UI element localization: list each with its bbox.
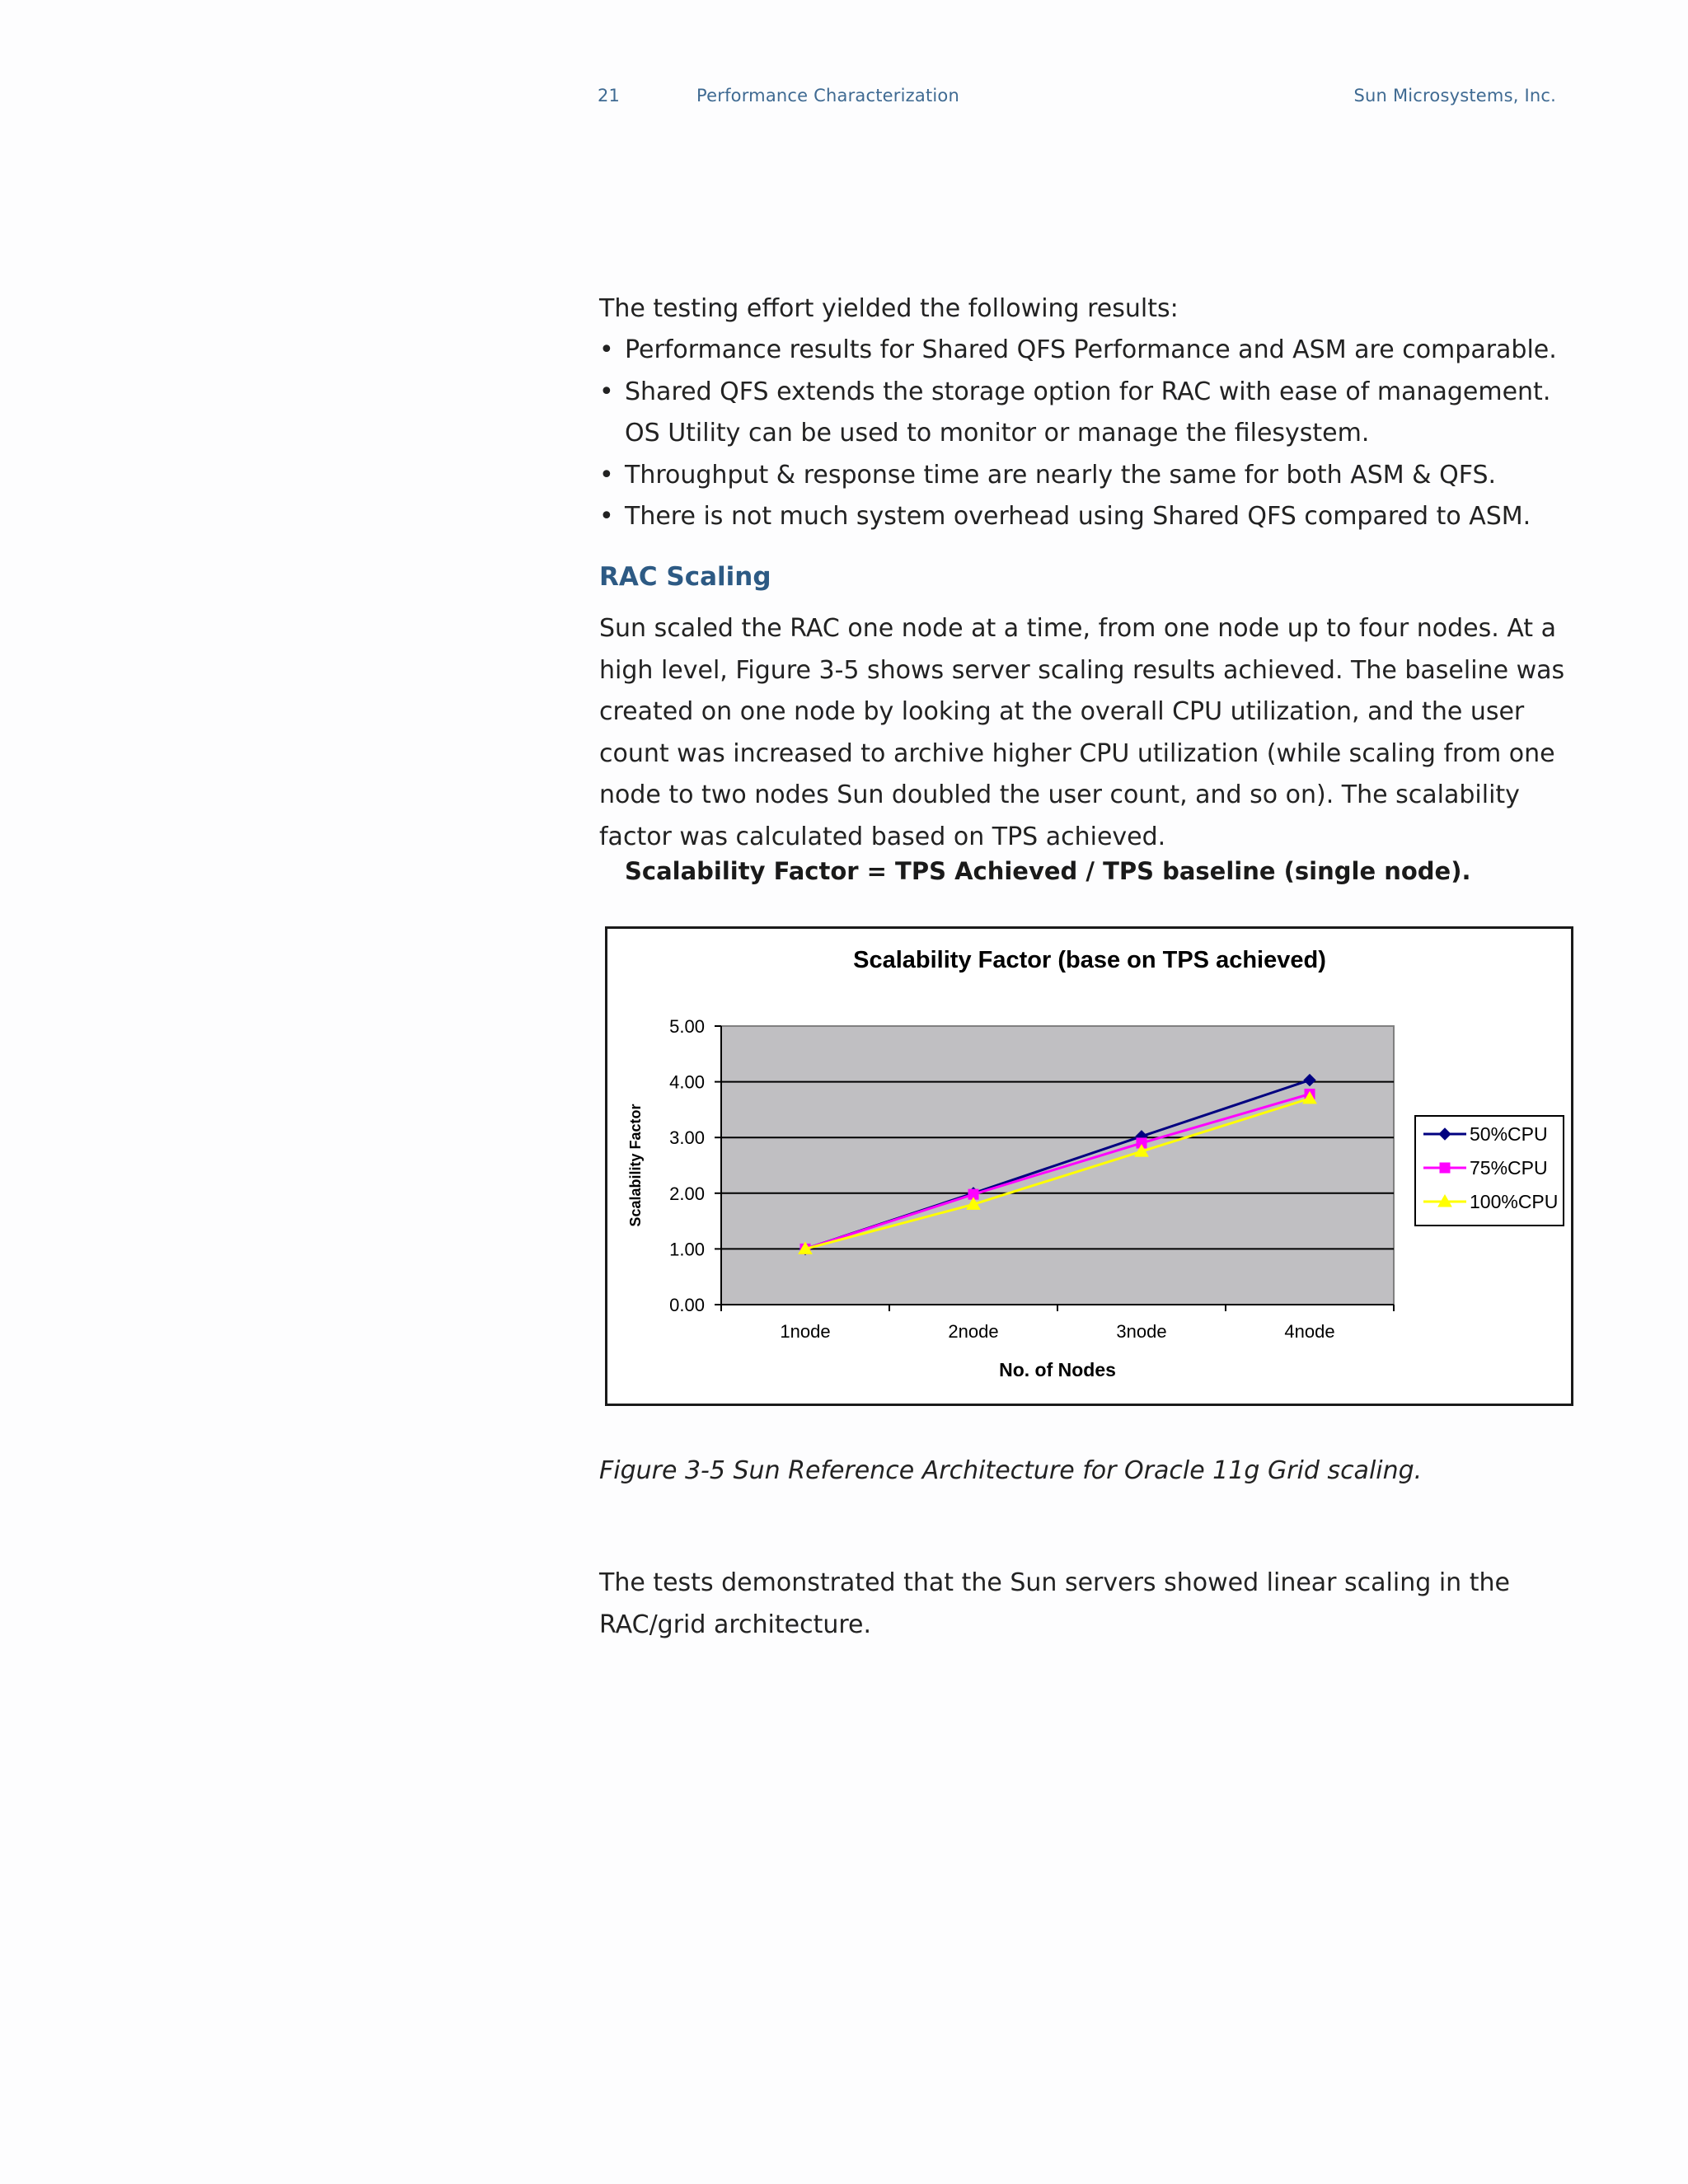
bullet-item: [599, 455, 1557, 497]
chart-canvas: [607, 929, 1571, 1404]
bullet-dot: •: [599, 460, 614, 490]
bullet-item: [599, 330, 1557, 372]
running-header-company: Sun Microsystems, Inc.: [1353, 86, 1556, 105]
bullet-text: Shared QFS extends the storage option for RAC with ease of management. OS Utility can be used to monitor or manage the filesystem.: [625, 377, 1551, 448]
x-tick-label: 2node: [948, 1321, 999, 1342]
legend-label: 75%CPU: [1470, 1157, 1548, 1179]
bullet-text: Throughput & response time are nearly the same for both ASM & QFS.: [625, 460, 1497, 490]
y-tick-label: 5.00: [669, 1016, 705, 1037]
figure-caption: Figure 3-5 Sun Reference Architecture for Oracle 11g Grid scaling.: [599, 1456, 1423, 1485]
bullet-dot: •: [599, 335, 614, 364]
x-tick-label: 4node: [1284, 1321, 1335, 1342]
scalability-chart: [605, 926, 1573, 1406]
legend-label: 100%CPU: [1470, 1191, 1559, 1212]
bullet-dot: •: [599, 377, 614, 406]
x-tick-label: 3node: [1116, 1321, 1167, 1342]
bullet-item: [599, 372, 1557, 455]
section-heading: RAC Scaling: [599, 562, 771, 592]
x-axis-title: No. of Nodes: [999, 1359, 1116, 1380]
y-tick-label: 1.00: [669, 1239, 705, 1260]
rac-scaling-paragraph: Sun scaled the RAC one node at a time, from one node up to four nodes. At a high level, Figure 3-5 shows server scaling results achieved. The baseline was created on one node by looking at the overall CPU utilization, and the user count was increased to archive higher CPU utilization (while scaling from one node to two nodes Sun doubled the user count, and so on). The scalability factor was calculated based on TPS achieved.: [599, 614, 1565, 851]
closing-paragraph: The tests demonstrated that the Sun servers showed linear scaling in the RAC/grid architecture.: [599, 1568, 1510, 1639]
bullet-item: [599, 496, 1557, 538]
bullet-text: Performance results for Shared QFS Performance and ASM are comparable.: [625, 335, 1557, 364]
legend-swatch-marker: [1440, 1163, 1450, 1173]
y-tick-label: 4.00: [669, 1071, 705, 1093]
running-header-section: Performance Characterization: [696, 86, 959, 105]
bullet-text: There is not much system overhead using Shared QFS compared to ASM.: [625, 502, 1531, 531]
intro-text: The testing effort yielded the following results:: [599, 294, 1179, 323]
results-bullet-list: [599, 330, 1557, 538]
x-tick-label: 1node: [780, 1321, 831, 1342]
y-tick-label: 2.00: [669, 1183, 705, 1204]
legend-label: 50%CPU: [1470, 1123, 1548, 1145]
scalability-formula: Scalability Factor = TPS Achieved / TPS baseline (single node).: [625, 857, 1471, 885]
bullet-dot: •: [599, 502, 614, 531]
y-axis-title: Scalability Factor: [627, 1104, 644, 1227]
chart-title: Scalability Factor (base on TPS achieved): [853, 947, 1326, 973]
page-number: 21: [598, 86, 621, 105]
y-tick-label: 3.00: [669, 1127, 705, 1149]
y-tick-label: 0.00: [669, 1295, 705, 1315]
